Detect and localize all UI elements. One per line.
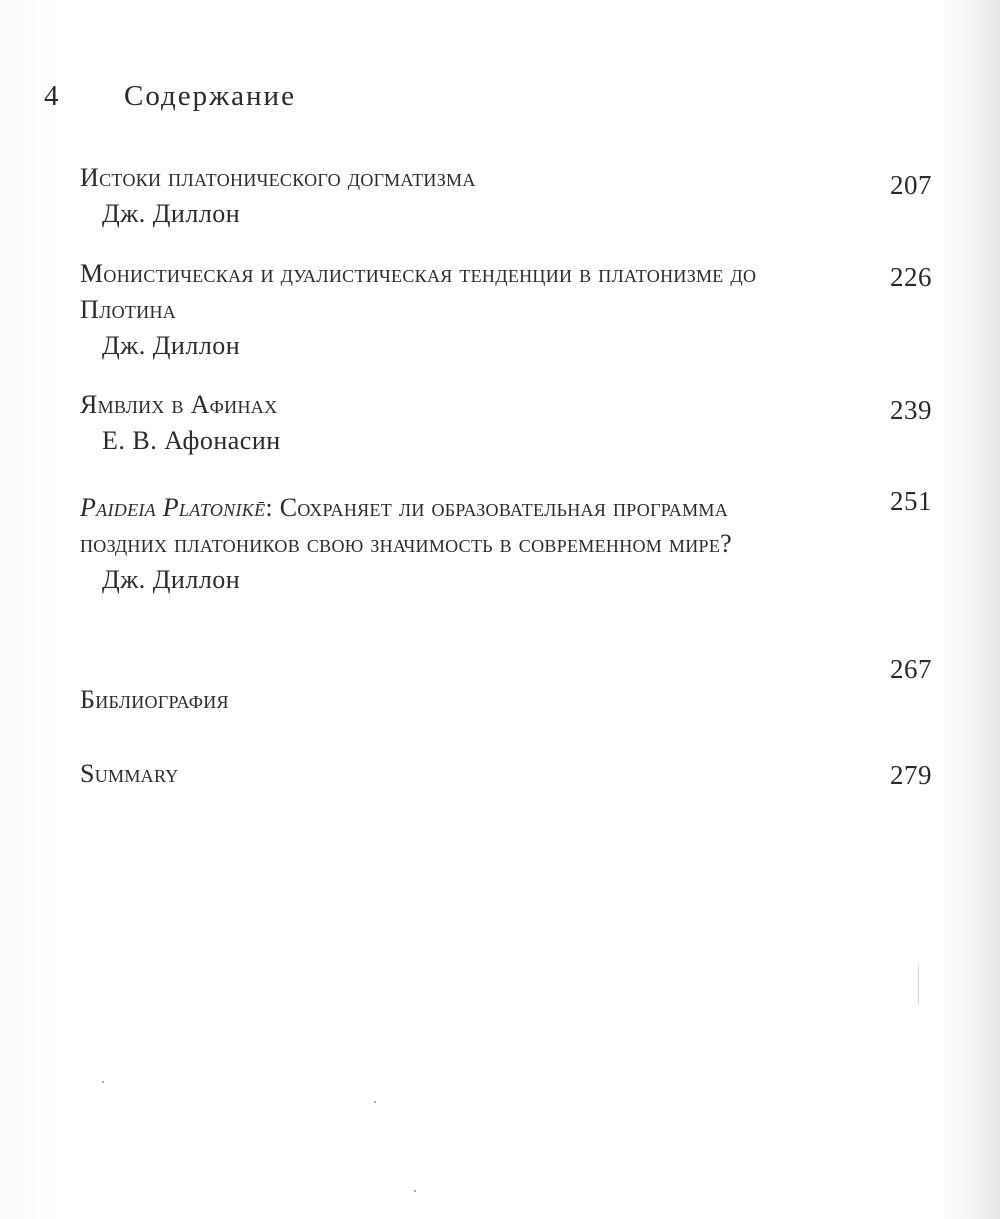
toc-entry — [80, 654, 940, 718]
toc-entry-title: Ямвлих в Афинах — [80, 390, 278, 419]
toc-entry-title: Истоки платонического догматизма — [80, 163, 476, 192]
running-header — [44, 80, 296, 113]
toc-entry-author: Е. В. Афонасин — [102, 426, 281, 455]
paper-speck — [374, 1101, 376, 1103]
toc-entry-title: Монистическая и дуалистическая тенденции в платонизме до Плотина — [80, 259, 757, 324]
toc-entry-title-italic: Paideia Platonikē — [80, 493, 266, 522]
toc-entry — [80, 387, 940, 459]
toc-entry-author: Дж. Диллон — [102, 565, 241, 594]
toc-entry-page: 267 — [890, 654, 932, 684]
page-number: 4 — [44, 80, 61, 112]
toc-entry — [80, 256, 940, 364]
toc-entry-author: Дж. Диллон — [102, 199, 241, 228]
paper-speck — [102, 1081, 104, 1083]
toc-entry — [80, 756, 940, 792]
toc-entry-title-rest: : Сохраняет ли образовательная программа поздних платоников свою значимость в современном мире? — [80, 493, 732, 558]
toc-entry-title — [80, 490, 780, 562]
toc-entry-page: 226 — [890, 262, 932, 292]
toc-entry-title: Библиография — [80, 685, 229, 714]
paper-crease — [918, 965, 919, 1005]
toc-entry-page: 279 — [890, 760, 932, 790]
toc-entry-page: 239 — [890, 395, 932, 425]
toc-entry-page: 207 — [890, 170, 932, 200]
toc-entry-title: Summary — [80, 759, 179, 788]
paper-speck — [414, 1190, 416, 1192]
toc-entry — [80, 486, 940, 598]
toc-entry-page: 251 — [890, 486, 932, 516]
toc-entry — [80, 160, 940, 232]
page-title: Содержание — [124, 80, 296, 112]
toc-entry-author: Дж. Диллон — [102, 331, 241, 360]
